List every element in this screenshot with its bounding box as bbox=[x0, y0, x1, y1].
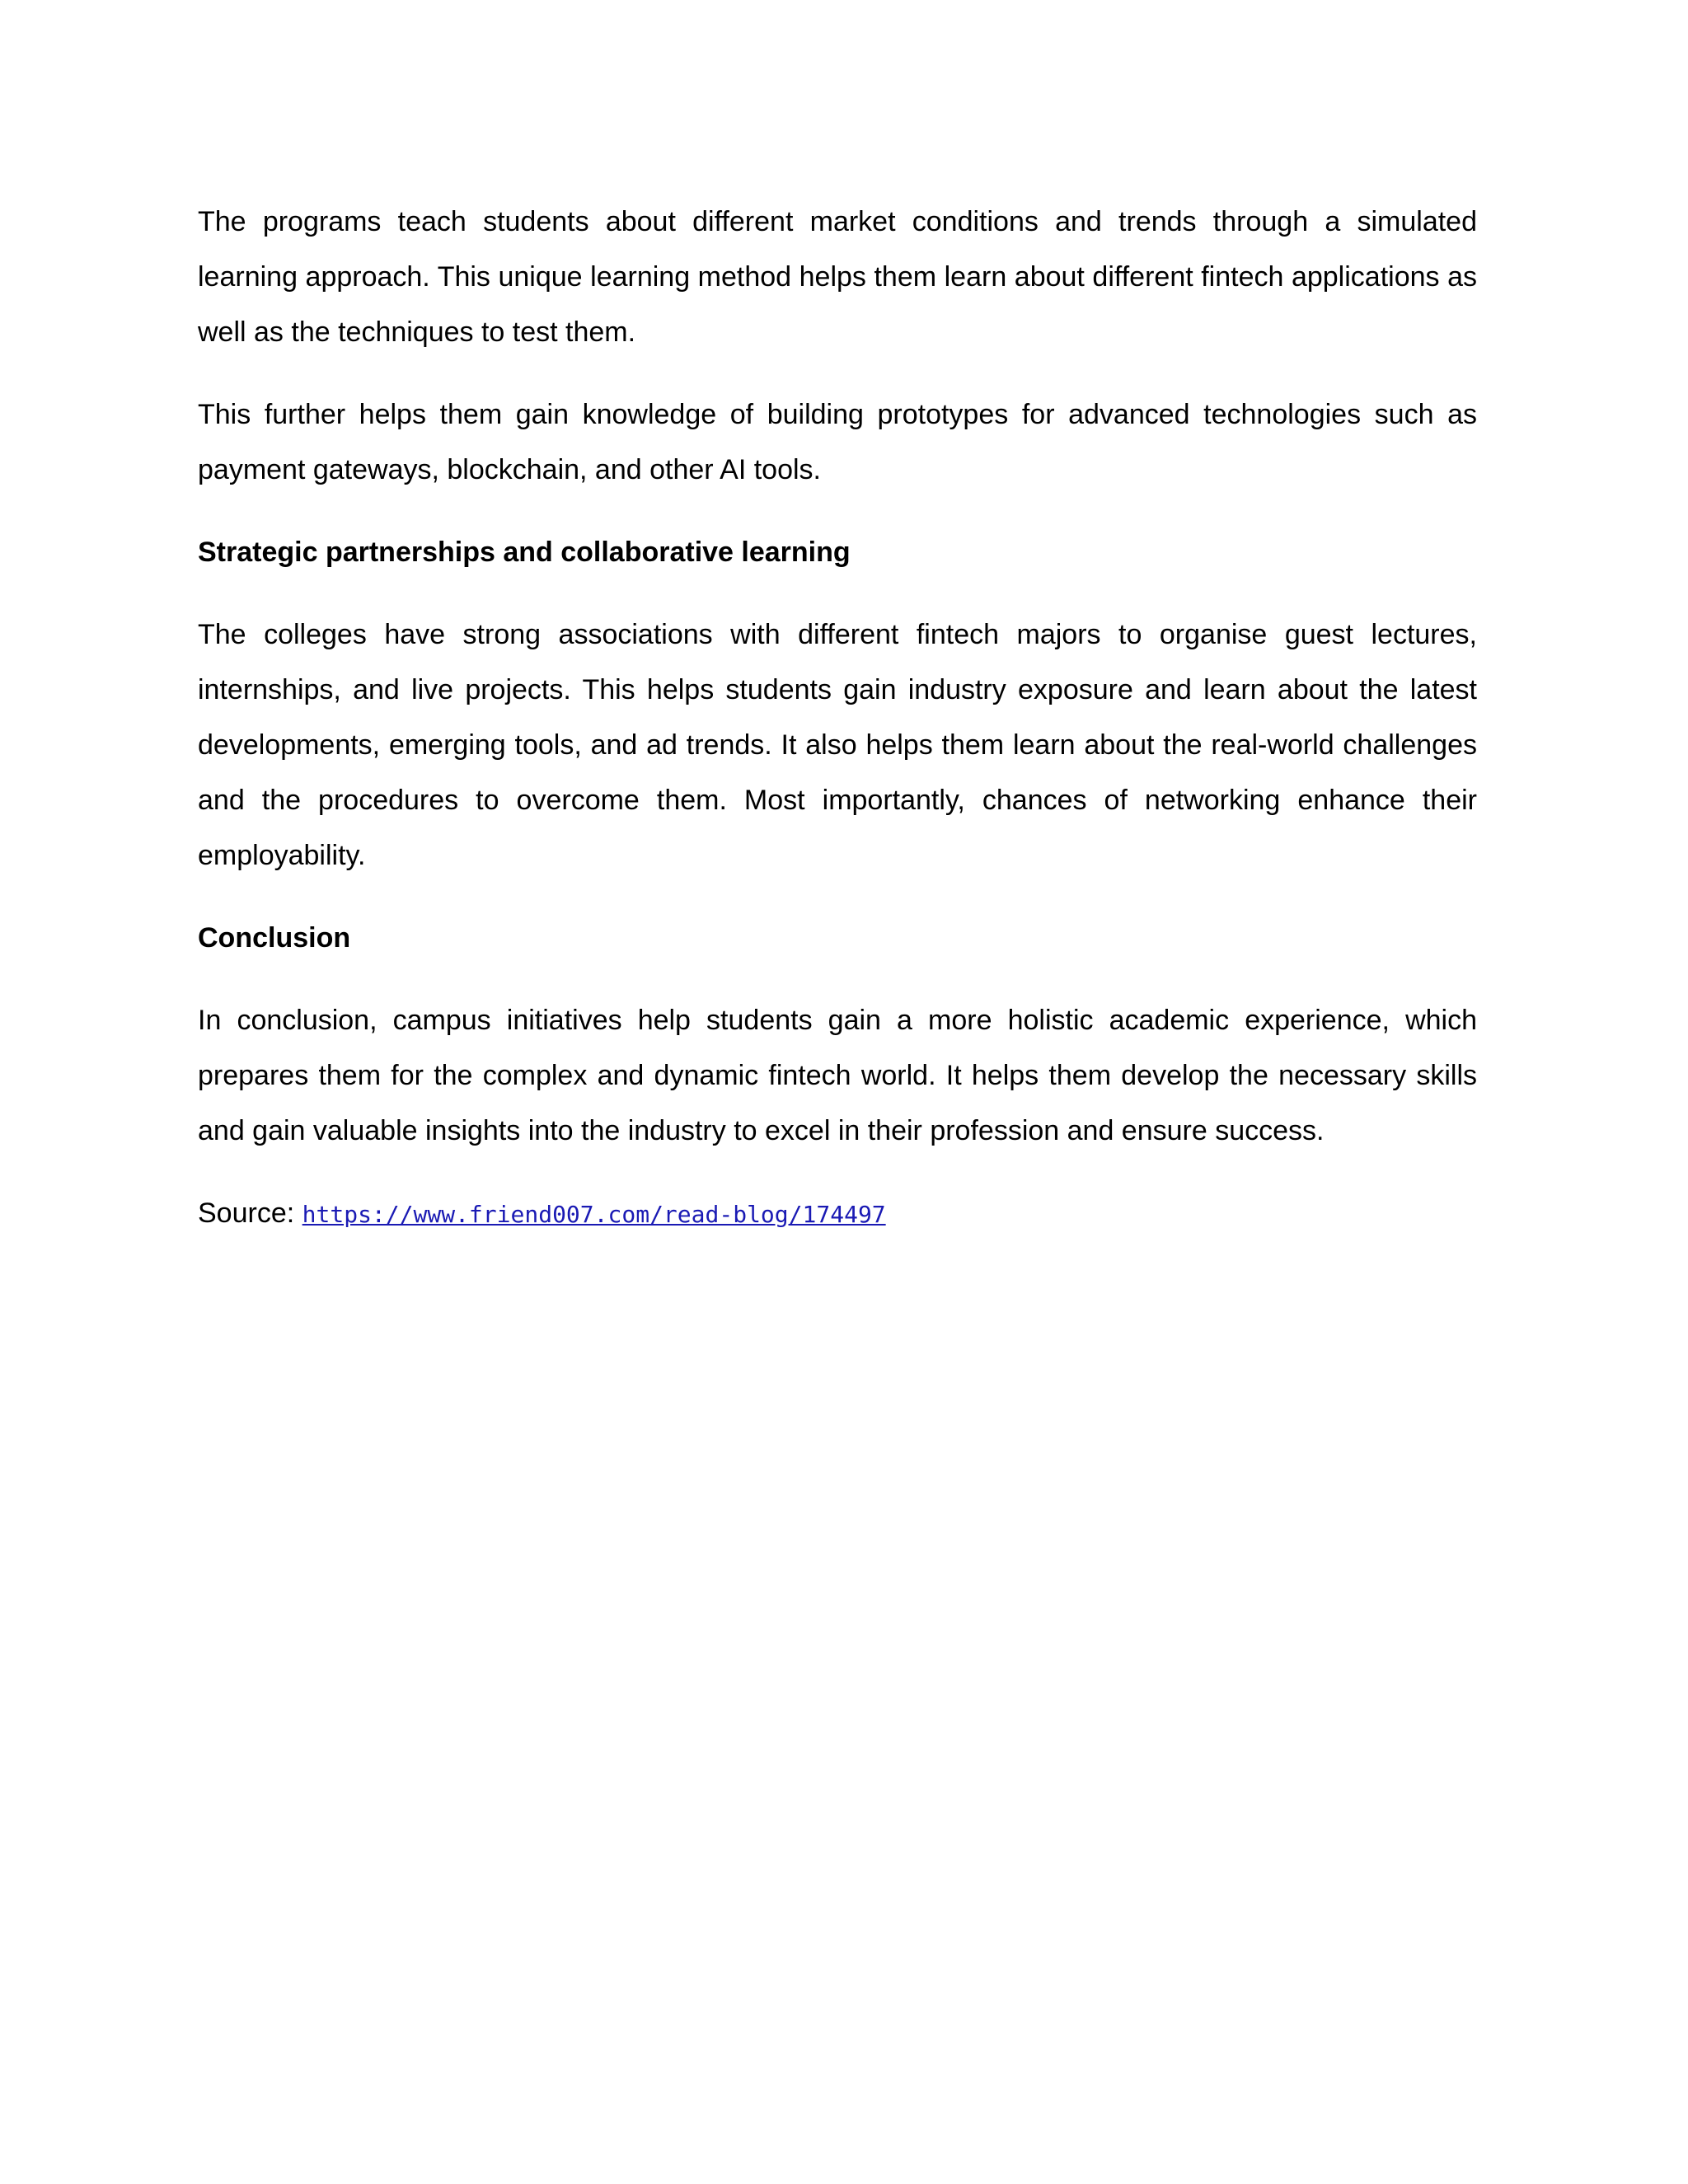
source-label: Source: bbox=[198, 1197, 295, 1229]
paragraph-conclusion: In conclusion, campus initiatives help students gain a more holistic academic experience, which prepares them for the complex and dynamic fintech world. It helps them develop the necessary skills and gain valuable insights into the industry to excel in their profession and ensure success. bbox=[198, 1005, 1477, 1146]
document-body bbox=[198, 194, 1477, 1242]
heading-strategic-partnerships: Strategic partnerships and collaborative learning bbox=[198, 537, 851, 568]
source-line bbox=[198, 1186, 1477, 1242]
paragraph-colleges-associations: The colleges have strong associations with different fintech majors to organise guest lectures, internships, and live projects. This helps students gain industry exposure and learn about the latest developments, emerging tools, and ad trends. It also helps them learn about the real-world challenges and the procedures to overcome them. Most importantly, chances of networking enhance their employability. bbox=[198, 619, 1477, 871]
paragraph-prototypes: This further helps them gain knowledge of building prototypes for advanced technologies such as payment gateways, blockchain, and other AI tools. bbox=[198, 399, 1477, 485]
paragraph-simulated-learning: The programs teach students about different market conditions and trends through a simulated learning approach. This unique learning method helps them learn about different fintech applications as well as the techniques to test them. bbox=[198, 206, 1477, 348]
source-link[interactable]: https://www.friend007.com/read-blog/174497 bbox=[302, 1201, 886, 1228]
heading-conclusion: Conclusion bbox=[198, 922, 351, 954]
